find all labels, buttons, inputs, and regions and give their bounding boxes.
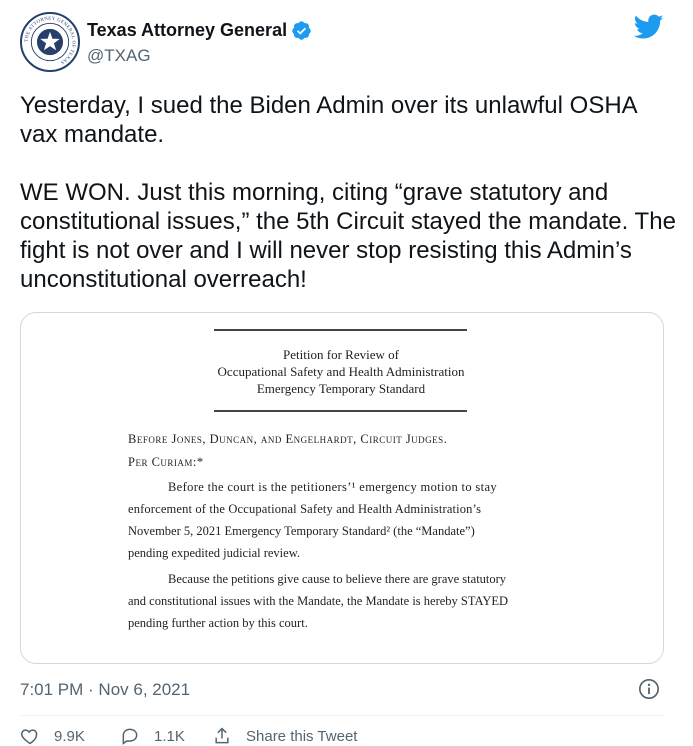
twitter-bird-icon[interactable] (634, 14, 664, 40)
avatar[interactable] (20, 12, 80, 72)
reply-button[interactable] (120, 726, 185, 746)
texas-seal-icon (22, 14, 78, 70)
attached-image[interactable] (20, 312, 664, 664)
paragraph-2-line: Because the petitions give cause to believe there are grave statutory (168, 572, 507, 586)
heart-icon (20, 726, 40, 746)
paragraph-1-line: pending expedited judicial review. (128, 546, 301, 560)
court-order-document (21, 313, 663, 663)
svg-text:THE ATTORNEY GENERAL OF TEXAS: THE ATTORNEY GENERAL OF TEXAS (24, 16, 76, 65)
paragraph-1-line: November 5, 2021 Emergency Temporary Standard² (the “Mandate”) (128, 524, 475, 538)
document-title (161, 346, 521, 397)
bottom-rule (214, 410, 467, 412)
tweet-text: Yesterday, I sued the Biden Admin over its unlawful OSHA vax mandate. WE WON. Just this morning, citing “grave statutory and constitutional issues,” the 5th Circuit stayed the mandate. The fight is not over and I will never stop resisting this Admin’s unconstitutional overreach! (20, 92, 676, 293)
action-bar (20, 726, 664, 746)
author-name-label[interactable]: Texas Attorney General (87, 20, 288, 40)
per-curiam: Per Curiam:* (128, 455, 204, 469)
info-icon[interactable] (638, 678, 660, 700)
like-button[interactable] (20, 726, 85, 746)
reply-count: 1.1K (154, 727, 185, 745)
verified-badge-icon (291, 20, 312, 41)
reply-icon (120, 726, 140, 746)
author-handle[interactable]: @TXAG (87, 46, 151, 65)
paragraph-2-line: pending further action by this court. (128, 616, 308, 630)
paragraph-2-line: and constitutional issues with the Mandate, the Mandate is hereby STAYED (128, 594, 509, 608)
divider (20, 715, 664, 716)
document-title-line: Occupational Safety and Health Administration (217, 364, 465, 379)
document-title-line: Emergency Temporary Standard (256, 381, 426, 396)
tweet-timestamp[interactable]: 7:01 PM · Nov 6, 2021 (20, 680, 191, 699)
top-rule (214, 329, 467, 331)
share-button[interactable] (212, 726, 357, 746)
share-icon (212, 726, 232, 746)
paragraph-1-line: Before the court is the petitioners’¹ emergency motion to stay (168, 480, 497, 494)
judges-line: Before Jones, Duncan, and Engelhardt, Circuit Judges. (128, 432, 448, 446)
author-name[interactable] (87, 19, 312, 41)
share-label: Share this Tweet (246, 727, 358, 745)
paragraph-1-line: enforcement of the Occupational Safety and Health Administration’s (128, 502, 482, 516)
like-count: 9.9K (54, 727, 85, 745)
document-title-line: Petition for Review of (283, 347, 399, 362)
